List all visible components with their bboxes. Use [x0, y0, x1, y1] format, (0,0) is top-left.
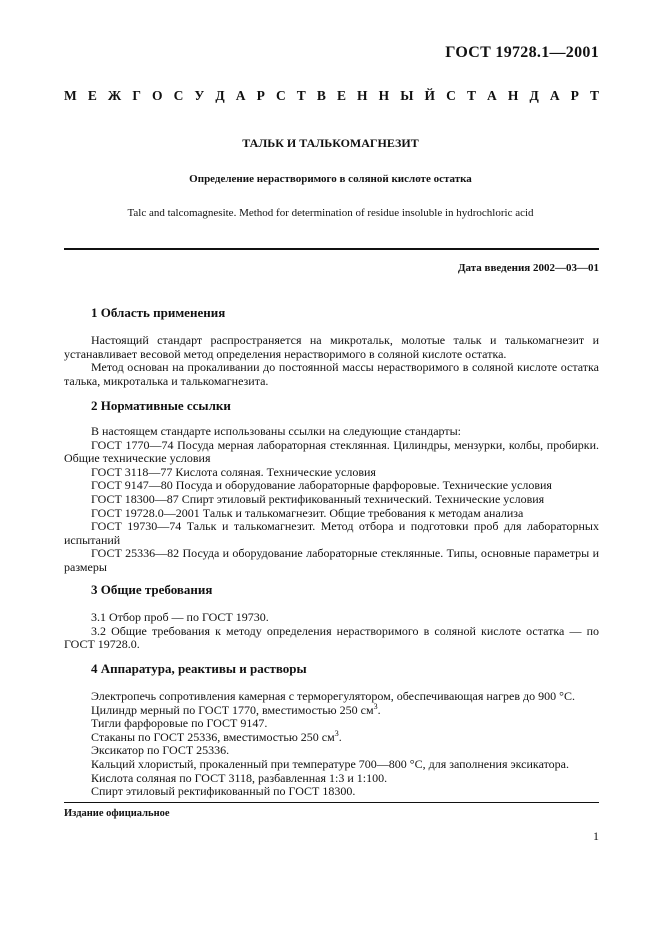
paragraph: 3.1 Отбор проб — по ГОСТ 19730.: [91, 610, 269, 624]
section-2-heading: 2 Нормативные ссылки: [91, 398, 231, 413]
reference-item: ГОСТ 19728.0—2001 Тальк и талькомагнезит. Общие требования к методам анализа: [91, 505, 524, 520]
header-divider: [64, 248, 599, 250]
paragraph: В настоящем стандарте использованы ссылки на следующие стандарты:: [91, 424, 462, 438]
reference-item: ГОСТ 18300—87 Спирт этиловый ректификованный технический. Технические условия: [91, 491, 545, 506]
page-number: 1: [593, 829, 599, 843]
section-3-heading: 3 Общие требования: [91, 582, 213, 597]
paragraph: 3.2 Общие требования к методу определения нерастворимого в соляной кислоте остатка — по ГОСТ 19728.0.: [64, 623, 599, 652]
document-title: ТАЛЬК И ТАЛЬКОМАГНЕЗИТ: [242, 136, 419, 150]
equipment-item: Эксикатор по ГОСТ 25336.: [91, 743, 230, 758]
footer-divider: [64, 802, 599, 803]
equipment-item: Цилиндр мерный по ГОСТ 1770, вместимостью 250 $см^3$.: [91, 701, 381, 717]
reference-item: ГОСТ 9147—80 Посуда и оборудование лабораторные фарфоровые. Технические условия: [91, 478, 552, 493]
reference-item: ГОСТ 25336—82 Посуда и оборудование лабораторные стеклянные. Типы, основные параметры и размеры: [64, 546, 599, 574]
equipment-item: Электропечь сопротивления камерная с терморегулятором, обеспечивающая нагрев до 900 °С.: [91, 689, 575, 703]
equipment-item: Спирт этиловый ректификованный по ГОСТ 18300.: [91, 784, 356, 799]
equipment-item: Стаканы по ГОСТ 25336, вместимостью 250 $см^3$.: [91, 728, 342, 744]
equipment-item: Кислота соляная по ГОСТ 3118, разбавленная 1:3 и 1:100.: [91, 770, 388, 785]
section-2-body: [64, 425, 599, 575]
document-id: ГОСТ 19728.1—2001: [445, 44, 599, 61]
paragraph: Настоящий стандарт распространяется на микротальк, молотые тальк и талькомагнезит и устанавливает весовой метод определения нерастворимого в соляной кислоте остатка.: [64, 333, 599, 361]
paragraph: Метод основан на прокаливании до постоянной массы нерастворимого в соляной кислоте остатка талька, микроталька и талькомагнезита.: [64, 360, 599, 388]
reference-item: ГОСТ 19730—74 Тальк и талькомагнезит. Метод отбора и подготовки проб для лабораторных испытаний: [64, 519, 599, 547]
section-4-heading: 4 Аппаратура, реактивы и растворы: [91, 661, 307, 676]
equipment-item: Тигли фарфоровые по ГОСТ 9147.: [91, 716, 268, 731]
equipment-item: Кальций хлористый, прокаленный при температуре 700—800 °С, для заполнения эксикатора.: [91, 756, 569, 771]
reference-item: ГОСТ 3118—77 Кислота соляная. Технические условия: [91, 464, 376, 479]
introduction-date: Дата введения 2002—03—01: [457, 262, 599, 274]
section-3-body: [64, 611, 599, 652]
edition-label: Издание официальное: [64, 808, 170, 819]
reference-item: ГОСТ 1770—74 Посуда мерная лабораторная стеклянная. Цилиндры, мензурки, колбы, пробирки. Общие технические условия: [64, 437, 599, 466]
section-4-body: [64, 690, 599, 799]
section-1-body: [64, 334, 599, 388]
english-title: Talc and talcomagnesite. Method for determination of residue insoluble in hydrochloric acid: [127, 207, 534, 219]
standard-banner: М Е Ж Г О С У Д А Р С Т В Е Н Н Ы Й С Т А Н Д А Р Т: [64, 88, 599, 103]
document-subtitle: Определение нерастворимого в соляной кислоте остатка: [189, 173, 472, 185]
section-1-heading: 1 Область применения: [91, 305, 226, 320]
